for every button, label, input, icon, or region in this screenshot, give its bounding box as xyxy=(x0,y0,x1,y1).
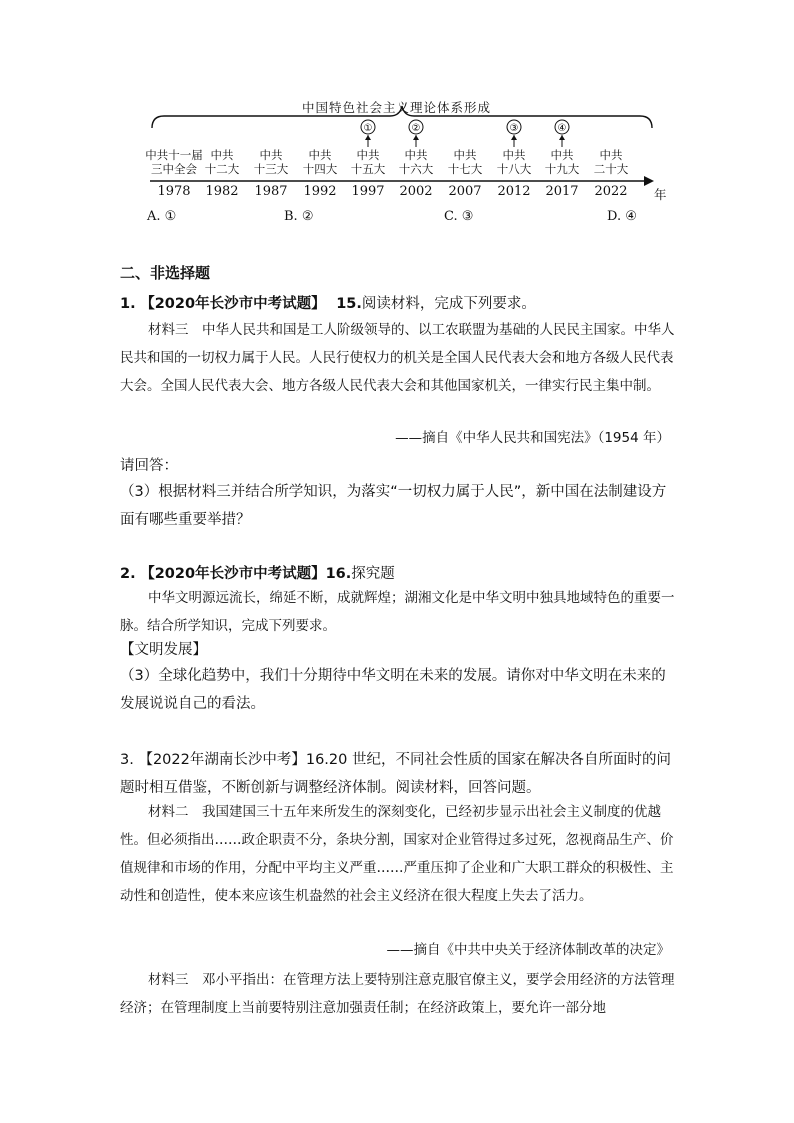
timeline-event-label xyxy=(497,148,532,176)
timeline-event-label xyxy=(303,148,338,176)
timeline-event-label xyxy=(448,148,483,176)
timeline-year: 1978 xyxy=(157,184,191,199)
question-3-material-2: 材料二 我国建国三十五年来所发生的深刻变化，已经初步显示出社会主义制度的优越性。但必须指出……政企职责不分，条块分割，国家对企业管得过多过死，忽视商品生产、价值规律和市场的作用，分配中平均主义严重……严重压抑了企业和广大职工群众的积极性、主动性和创造性，使本来应该生机盎然的社会主义经济在很大程度上失去了活力。 xyxy=(120,804,674,904)
question-1-ask: 请回答： xyxy=(120,458,178,474)
timeline-year: 2007 xyxy=(448,184,482,199)
timeline-event-label xyxy=(351,148,386,176)
timeline-marker-arrowhead xyxy=(511,135,517,140)
timeline-marker-arrowhead xyxy=(559,135,565,140)
question-3-material-3: 材料三 邓小平指出：在管理方法上要特别注意克服官僚主义，要学会用经济的方法管理经济；在管理制度上当前要特别注意加强责任制；在经济政策上，要允许一部分地 xyxy=(120,972,675,1016)
section-title: 二、非选择题 xyxy=(120,264,211,282)
timeline-event-line1: 中共 xyxy=(259,148,283,162)
timeline-event-line1: 中共 xyxy=(210,148,234,162)
timeline-year: 1997 xyxy=(351,184,385,199)
question-1-header xyxy=(120,292,536,313)
question-3-text: 16.20 世纪，不同社会性质的国家在解决各自所面时的问题时相互借鉴，不断创新与调整经济体制。阅读材料，回答问题。 xyxy=(120,752,671,796)
timeline-year: 2017 xyxy=(545,184,579,199)
question-1-citation: ——摘自《中华人民共和国宪法》（1954 年） xyxy=(395,430,670,446)
timeline-event-label xyxy=(399,148,434,176)
question-2-part: 【文明发展】 xyxy=(120,642,207,658)
timeline-marker-label: ③ xyxy=(509,123,519,134)
timeline-event-line2: 十四大 xyxy=(302,162,338,176)
question-1-number: 1. xyxy=(120,296,136,312)
timeline-event-label xyxy=(254,148,289,176)
timeline-event-line2: 三中全会 xyxy=(151,162,197,176)
question-3-source: 【2022年湖南长沙中考】 xyxy=(138,752,306,768)
question-1-source: 【2020年长沙市中考试题】 xyxy=(140,296,326,312)
timeline-event-line2: 十六大 xyxy=(398,162,434,176)
timeline-marker-label: ① xyxy=(363,123,373,134)
question-2-header xyxy=(120,562,395,583)
question-3-citation: ——摘自《中共中央关于经济体制改革的决定》 xyxy=(386,942,670,958)
timeline-marker-arrowhead xyxy=(365,135,371,140)
timeline-event-line2: 十二大 xyxy=(204,162,240,176)
question-1-label: 15. xyxy=(336,296,362,312)
timeline-event-line2: 十八大 xyxy=(496,162,532,176)
question-2-label: 16. xyxy=(325,566,352,582)
timeline-event-label xyxy=(205,148,240,176)
timeline-graphics xyxy=(0,0,794,200)
timeline-event-label xyxy=(545,148,580,176)
question-2-number: 2. xyxy=(120,566,136,582)
timeline-event-line1: 中共十一届 xyxy=(145,148,203,162)
option-b[interactable]: B. ② xyxy=(284,209,314,224)
timeline-event-line2: 十九大 xyxy=(544,162,580,176)
timeline-event-line1: 中共 xyxy=(356,148,380,162)
question-1-prompt: 阅读材料，完成下列要求。 xyxy=(361,296,536,312)
timeline-year: 1987 xyxy=(254,184,288,199)
timeline-event-line1: 中共 xyxy=(404,148,428,162)
timeline-event-line1: 中共 xyxy=(599,148,623,162)
option-a[interactable]: A. ① xyxy=(147,209,177,224)
timeline-unit: 年 xyxy=(654,187,668,202)
timeline-year: 1992 xyxy=(303,184,337,199)
timeline-event-line2: 二十大 xyxy=(593,162,629,176)
timeline-year: 1982 xyxy=(205,184,239,199)
timeline-title: 中国特色社会主义理论体系形成 xyxy=(302,100,492,115)
question-2-material: 中华文明源远流长，绵延不断，成就辉煌；湖湘文化是中华文明中独具地域特色的重要一脉。结合所学知识，完成下列要求。 xyxy=(120,590,675,634)
timeline-year: 2002 xyxy=(399,184,433,199)
timeline-marker-label: ④ xyxy=(557,123,567,134)
timeline-event-line2: 十七大 xyxy=(447,162,483,176)
timeline-event-line1: 中共 xyxy=(502,148,526,162)
timeline-event-label xyxy=(594,148,629,176)
timeline-marker-arrowhead xyxy=(413,135,419,140)
timeline-event-line1: 中共 xyxy=(308,148,332,162)
timeline-year: 2022 xyxy=(594,184,628,199)
timeline-event-line2: 十五大 xyxy=(350,162,386,176)
option-d[interactable]: D. ④ xyxy=(607,209,637,224)
timeline-year: 2012 xyxy=(497,184,531,199)
option-c[interactable]: C. ③ xyxy=(444,209,474,224)
timeline-axis-arrow xyxy=(644,176,654,186)
question-3-header xyxy=(120,746,680,802)
question-2-prompt: 探究题 xyxy=(351,566,395,582)
timeline-event-line2: 十三大 xyxy=(253,162,289,176)
question-2-source: 【2020年长沙市中考试题】 xyxy=(140,566,326,582)
question-1-subquestion: （3）根据材料三并结合所学知识，为落实“一切权力属于人民”，新中国在法制建设方面有哪些重要举措？ xyxy=(120,484,667,528)
timeline-event-line1: 中共 xyxy=(453,148,477,162)
timeline-marker-label: ② xyxy=(411,123,421,134)
timeline-event-line1: 中共 xyxy=(550,148,574,162)
question-1-material: 材料三 中华人民共和国是工人阶级领导的、以工农联盟为基础的人民民主国家。中华人民共和国的一切权力属于人民。人民行使权力的机关是全国人民代表大会和地方各级人民代表大会。全国人民代表大会、地方各级人民代表大会和其他国家机关，一律实行民主集中制。 xyxy=(120,322,675,394)
timeline-event-label xyxy=(145,148,203,176)
timeline-brace xyxy=(152,106,652,128)
question-2-subquestion: （3）全球化趋势中，我们十分期待中华文明在未来的发展。请你对中华文明在未来的发展说说自己的看法。 xyxy=(120,668,666,712)
question-3-number: 3. xyxy=(120,752,134,768)
